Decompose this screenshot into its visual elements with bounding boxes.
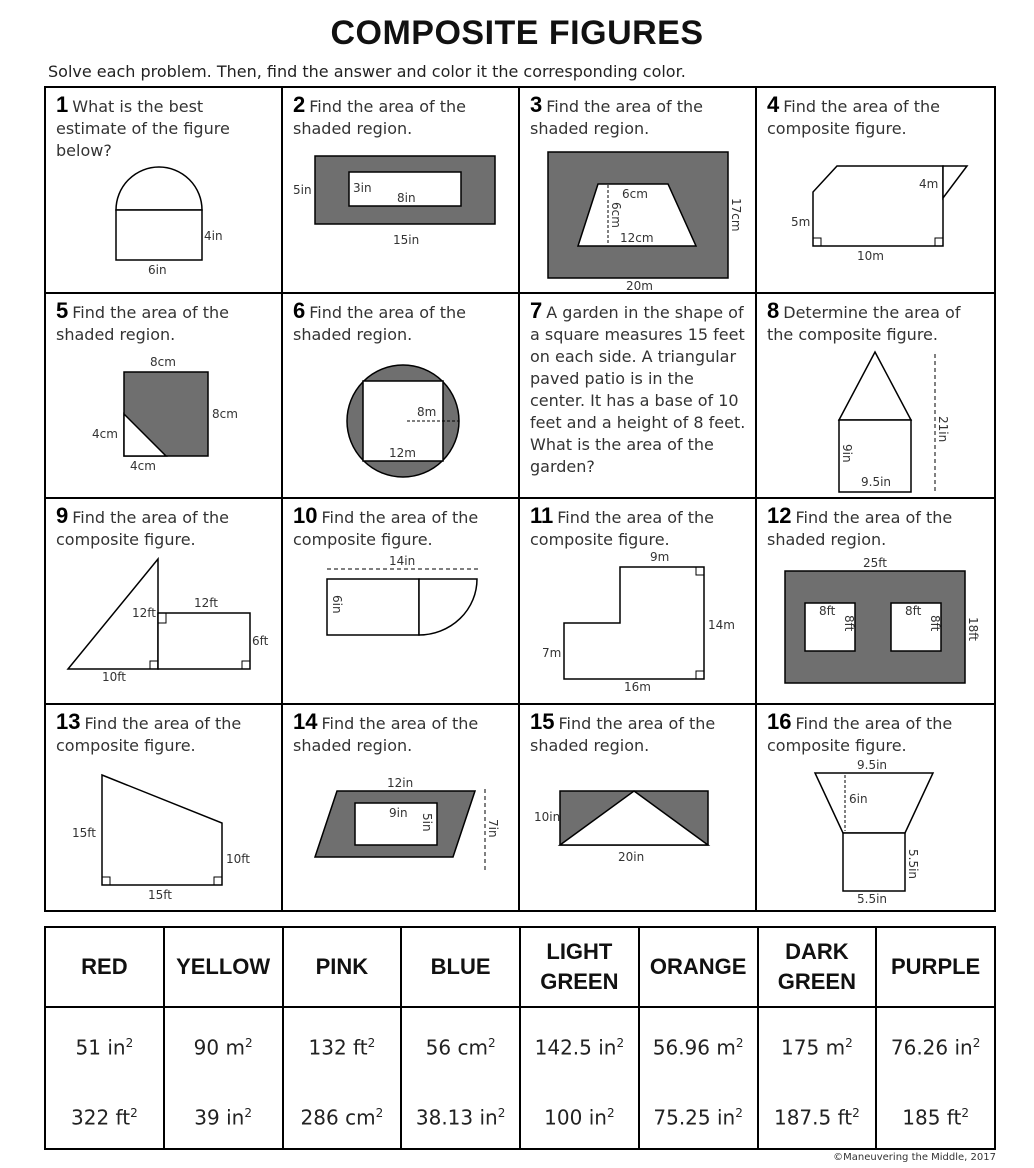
color-header: PINK [283,927,402,1007]
label: 8ft [905,604,922,618]
problem-number: 15 [530,708,555,734]
problem-number: 2 [293,92,306,117]
problem-number: 6 [293,297,306,323]
answer-cell [520,1007,639,1149]
answer-values-row [45,1007,995,1149]
answer-value: 38.13 $in^2$ [415,1105,506,1130]
label: 4cm [92,426,118,441]
color-header: PURPLE [876,927,995,1007]
problem-grid [44,86,996,912]
answer-cell [639,1007,758,1149]
problem-number: 14 [293,708,318,734]
page-title: COMPOSITE FIGURES [330,14,704,52]
answer-value: 76.26 $in^2$ [890,1035,981,1060]
label: 8ft [842,615,856,632]
label: 8m [417,404,437,419]
color-header: LIGHT GREEN [520,927,639,1007]
problem-number: 16 [767,708,792,734]
label: 17cm [729,198,743,232]
problem-text: Find the area of the composite figure. [293,508,479,549]
answer-value: 100 $in^2$ [544,1105,615,1130]
label: 8in [397,191,416,205]
label: 4in [204,229,223,243]
answer-cell [45,1007,164,1149]
answer-cell [164,1007,283,1149]
label: 20m [626,279,653,292]
problem-text: Find the area of the shaded region. [293,713,479,755]
problem-text: Find the area of the composite figure. [56,508,229,549]
label: 15in [393,233,420,247]
problem-number: 10 [293,503,318,528]
answer-value: 187.5 $ft^2$ [773,1105,860,1130]
problem-text: Find the area of the shaded region. [293,302,466,344]
label: 14in [389,554,416,568]
problem-number: 3 [530,92,543,117]
color-header: ORANGE [639,927,758,1007]
label: 7m [542,646,562,660]
label: 8cm [212,406,238,421]
label: 6cm [609,202,623,228]
problem-8 [757,294,994,500]
label: 14m [708,618,735,632]
problem-number: 9 [56,503,69,528]
label: 6in [330,595,344,614]
problem-text: Find the area of the shaded region. [530,713,716,755]
label: 16m [624,680,651,694]
problem-text: Find the area of the composite figure. [767,713,953,755]
label: 12in [387,775,414,790]
label: 8cm [150,354,176,369]
label: 10m [857,249,884,263]
label: 12m [389,445,416,460]
color-header: RED [45,927,164,1007]
label: 15ft [72,825,96,840]
problem-number: 1 [56,92,69,117]
label: 25ft [863,556,887,570]
label: 4m [919,177,939,191]
problem-number: 7 [530,297,543,323]
problem-10 [283,499,520,705]
label: 8ft [928,615,942,632]
problem-text: Find the area of the composite figure. [530,508,715,549]
label: 3in [353,181,372,195]
problem-12 [757,499,994,705]
problem-6 [283,294,520,500]
problem-5 [46,294,283,500]
answer-value: 39 $in^2$ [194,1105,252,1130]
problem-text: What is the best estimate of the figure below? [56,97,230,160]
problem-4 [757,88,994,294]
problem-text: A garden in the shape of a square measures 15 feet on each side. A triangular paved patio is in the center. It has a base of 10 feet and a height of 8 feet. What is the area of the garden? [530,302,746,476]
answer-cell [283,1007,402,1149]
answer-value: 185 $ft^2$ [902,1105,969,1130]
label: 5m [791,215,811,229]
answer-value: 75.25 $in^2$ [653,1105,743,1130]
label: 6in [148,263,167,277]
copyright-footer: ©Maneuvering the Middle, 2017 [833,1152,996,1163]
problem-text: Determine the area of the composite figure. [767,302,961,344]
problem-number: 11 [530,503,554,528]
answer-value: 142.5 $in^2$ [534,1035,625,1060]
color-header: YELLOW [164,927,283,1007]
answer-value: 132 $ft^2$ [308,1035,376,1060]
label: 5.5in [857,891,888,906]
problem-text: Find the area of the shaded region. [530,97,703,138]
label: 21in [936,415,950,442]
label: 9in [840,443,854,463]
answer-value: 56.96 $m^2$ [652,1035,744,1060]
label: 12ft [132,606,156,620]
problem-14 [283,705,520,911]
label: 20in [618,849,645,864]
label: 10ft [102,670,126,684]
problem-number: 8 [767,297,780,323]
problem-text: Find the area of the composite figure. [767,97,940,138]
label: 9in [389,805,408,820]
answer-value: 51 $in^2$ [75,1035,134,1060]
answer-value: 175 $m^2$ [781,1035,853,1060]
answer-value: 56 $cm^2$ [425,1035,496,1060]
color-header: BLUE [401,927,520,1007]
problem-15 [520,705,757,911]
label: 10in [534,809,561,824]
answer-color-row [45,927,995,1007]
answer-value: 286 $cm^2$ [300,1105,384,1130]
label: 6cm [622,187,648,201]
label: 4cm [130,458,156,473]
problem-16 [757,705,994,911]
problem-9 [46,499,283,705]
label: 5in [420,812,434,832]
problem-11 [520,499,757,705]
label: 6in [849,791,868,806]
answer-value: 90 $m^2$ [193,1035,253,1060]
label: 6ft [252,634,269,648]
instructions: Solve each problem. Then, find the answer and color it the corresponding color. [48,62,686,81]
label: 9.5in [857,757,888,772]
label: 18ft [966,617,980,641]
problem-text: Find the area of the composite figure. [56,713,242,755]
problem-13 [46,705,283,911]
label: 12ft [194,596,218,610]
problem-number: 13 [56,708,81,734]
problem-3 [520,88,757,294]
problem-text: Find the area of the shaded region. [767,508,953,549]
answer-cell [401,1007,520,1149]
answer-key-table [44,926,996,1150]
problem-text: Find the area of the shaded region. [293,97,466,138]
label: 9m [650,550,670,564]
label: 10ft [226,851,250,866]
problem-1 [46,88,283,294]
label: 15ft [148,887,172,902]
label: 5.5in [906,848,920,879]
problem-number: 5 [56,297,69,323]
problem-text: Find the area of the shaded region. [56,302,229,344]
answer-cell [876,1007,995,1149]
problem-2 [283,88,520,294]
label: 7in [486,818,500,838]
label: 5in [293,183,312,197]
color-header: DARK GREEN [758,927,877,1007]
label: 8ft [819,604,836,618]
label: 12cm [620,231,654,245]
problem-number: 4 [767,92,780,117]
label: 9.5in [861,474,892,489]
problem-number: 12 [767,503,792,528]
answer-cell [758,1007,877,1149]
answer-value: 322 $ft^2$ [71,1105,138,1130]
problem-7 [520,294,757,500]
